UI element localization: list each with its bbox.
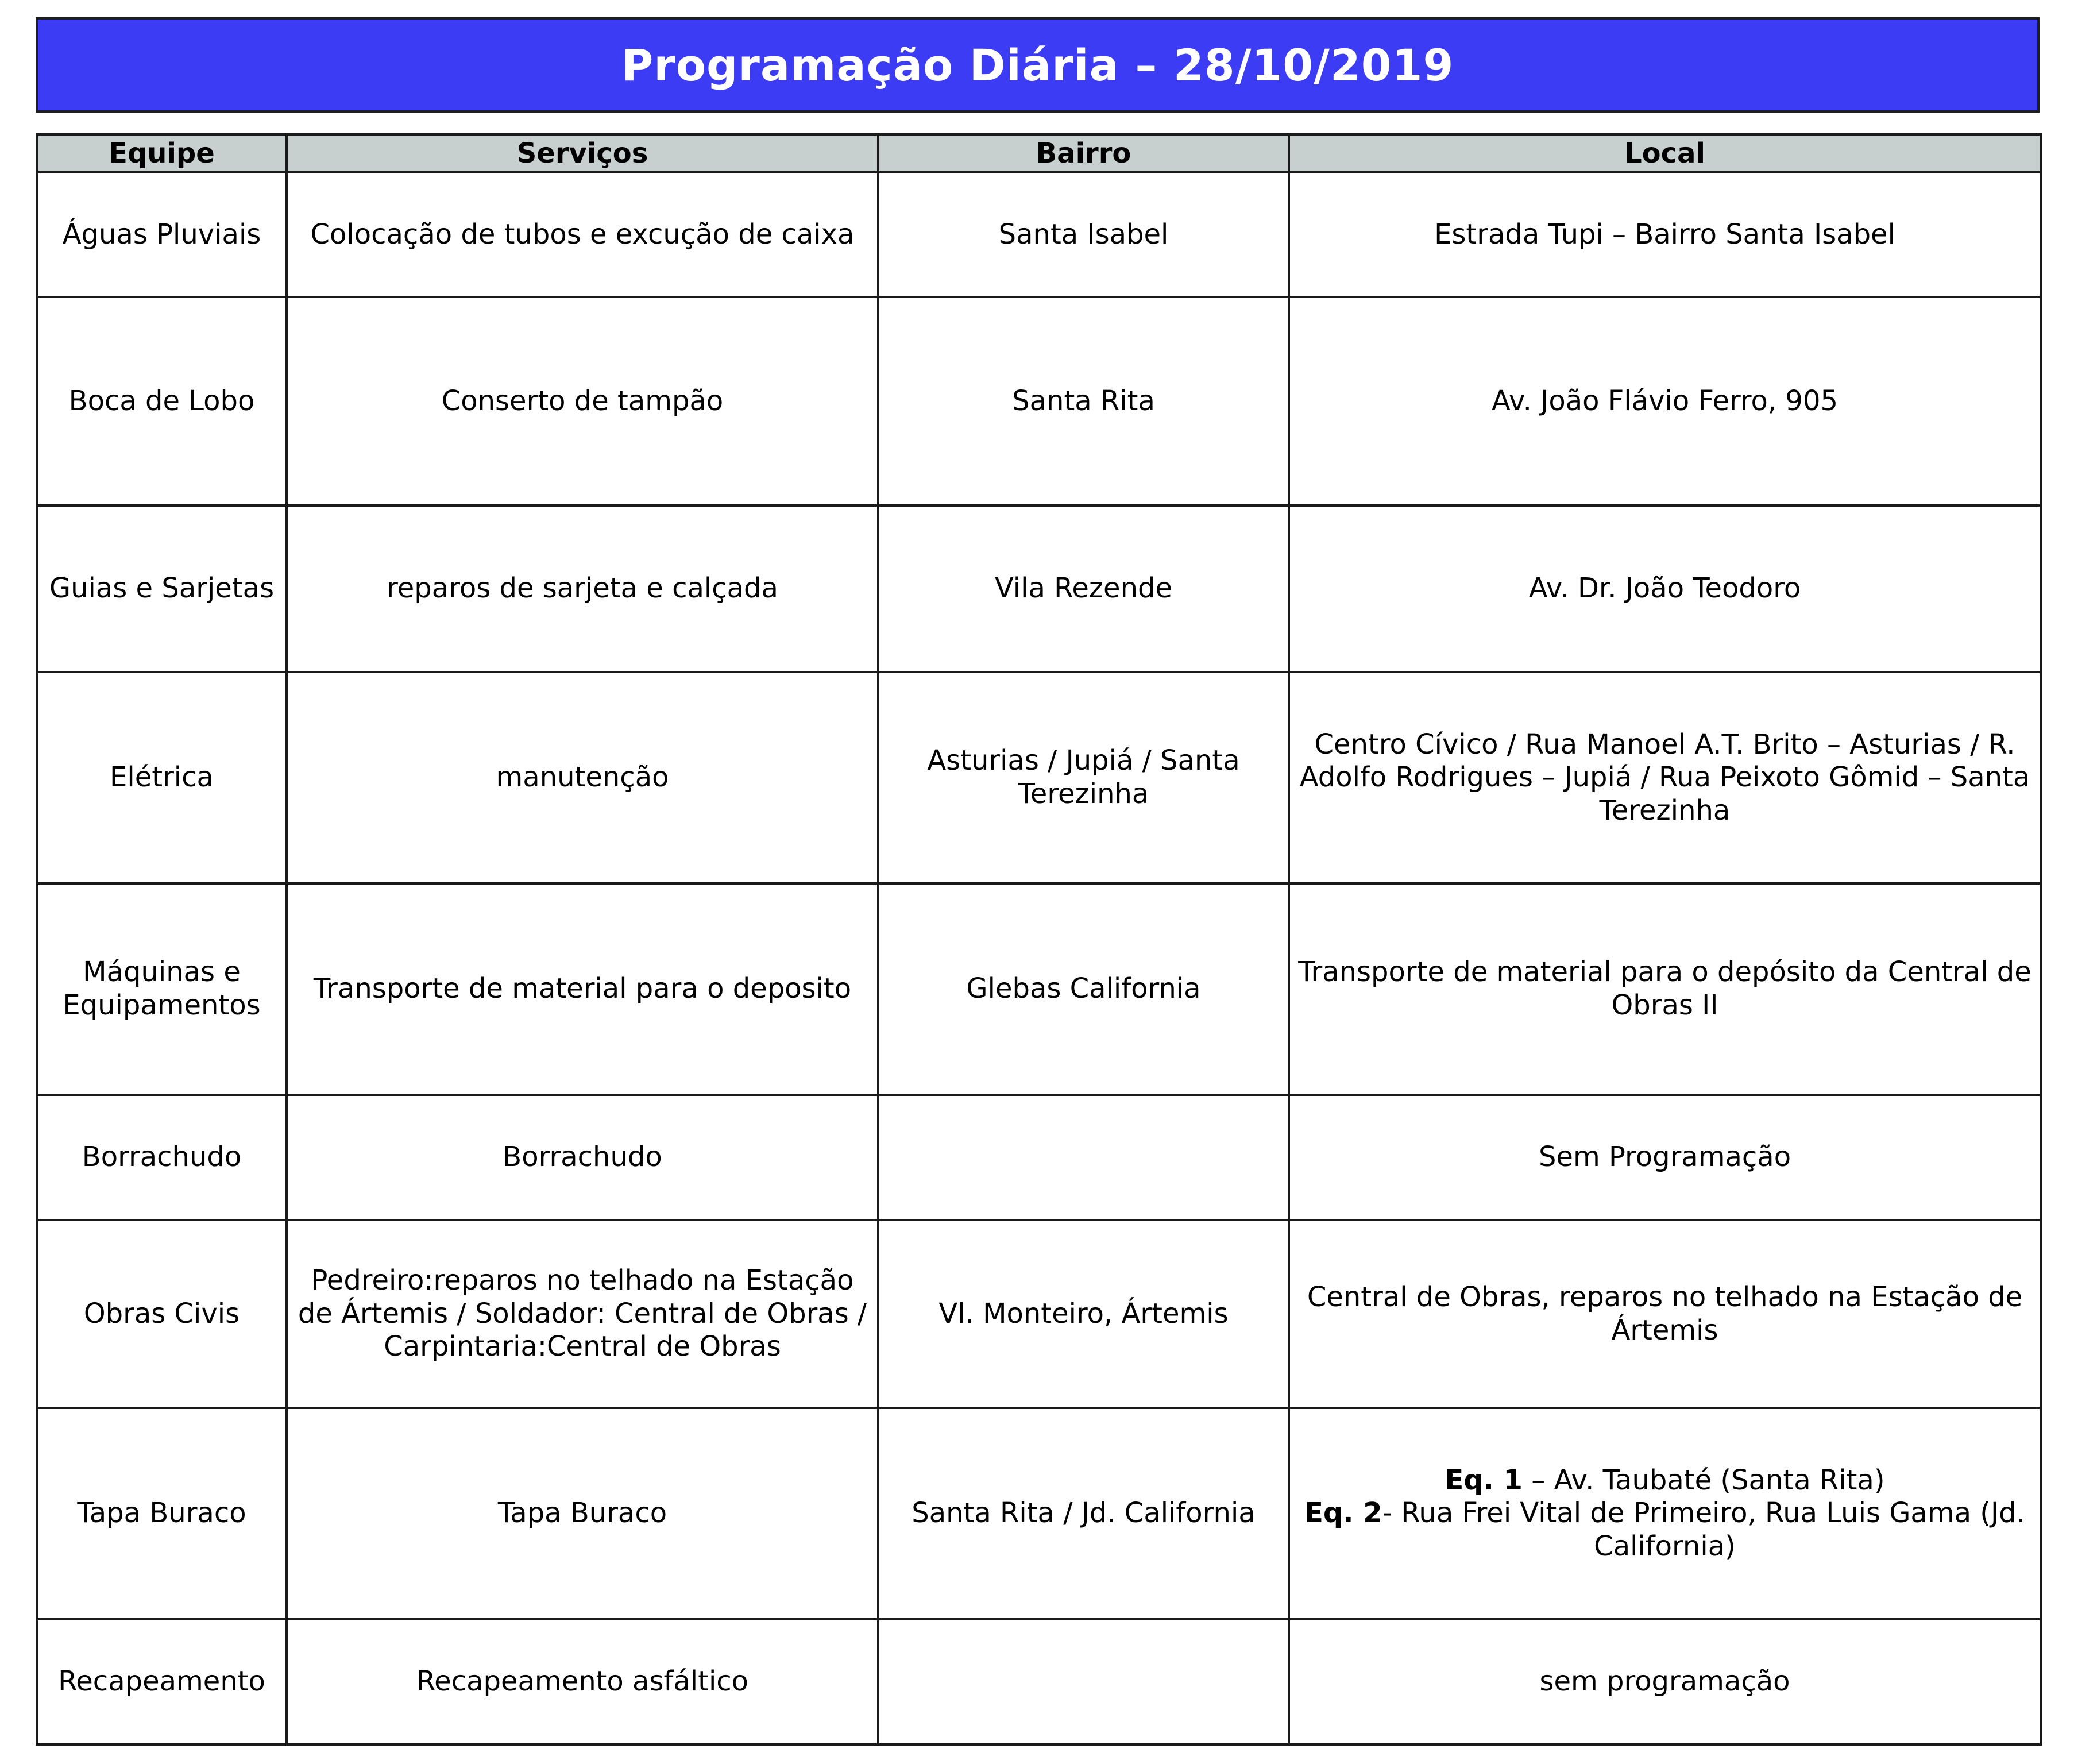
table-row [37, 297, 2041, 505]
header-row [37, 134, 2041, 172]
cell-bairro: Santa Rita [878, 297, 1289, 505]
cell-equipe: Águas Pluviais [37, 172, 287, 297]
cell-equipe: Obras Civis [37, 1220, 287, 1408]
header-local: Local [1289, 134, 2041, 172]
schedule-table [36, 133, 2042, 1746]
title-bar [36, 17, 2040, 113]
table-row [37, 505, 2041, 672]
table-row [37, 1095, 2041, 1220]
eq-text: - Rua Frei Vital de Primeiro, Rua Luis Gama (Jd. California) [1382, 1497, 2025, 1562]
header-equipe: Equipe [37, 134, 287, 172]
cell-local: Av. João Flávio Ferro, 905 [1289, 297, 2041, 505]
cell-local: Transporte de material para o depósito da Central de Obras II [1289, 883, 2041, 1095]
cell-bairro: Santa Isabel [878, 172, 1289, 297]
local-line-eq2 [1298, 1497, 2031, 1563]
header-servicos: Serviços [287, 134, 878, 172]
cell-bairro: Glebas California [878, 883, 1289, 1095]
cell-local [1289, 1408, 2041, 1619]
cell-local: Centro Cívico / Rua Manoel A.T. Brito – Asturias / R. Adolfo Rodrigues – Jupiá / Rua Peixoto Gômid – Santa Terezinha [1289, 672, 2041, 883]
cell-servicos: manutenção [287, 672, 878, 883]
table-row [37, 172, 2041, 297]
cell-servicos: Colocação de tubos e excução de caixa [287, 172, 878, 297]
cell-bairro: Vl. Monteiro, Ártemis [878, 1220, 1289, 1408]
cell-servicos: Borrachudo [287, 1095, 878, 1220]
cell-local: Sem Programação [1289, 1095, 2041, 1220]
table-row [37, 1619, 2041, 1744]
cell-bairro: Santa Rita / Jd. California [878, 1408, 1289, 1619]
cell-servicos: Pedreiro:reparos no telhado na Estação de Ártemis / Soldador: Central de Obras / Carpintaria:Central de Obras [287, 1220, 878, 1408]
cell-servicos: Recapeamento asfáltico [287, 1619, 878, 1744]
table-row [37, 1408, 2041, 1619]
cell-servicos: Conserto de tampão [287, 297, 878, 505]
local-line-eq1 [1298, 1464, 2031, 1497]
cell-local: sem programação [1289, 1619, 2041, 1744]
cell-servicos: Tapa Buraco [287, 1408, 878, 1619]
cell-bairro [878, 1095, 1289, 1220]
cell-bairro [878, 1619, 1289, 1744]
cell-equipe: Guias e Sarjetas [37, 505, 287, 672]
cell-local: Estrada Tupi – Bairro Santa Isabel [1289, 172, 2041, 297]
table-row [37, 883, 2041, 1095]
eq-text: – Av. Taubaté (Santa Rita) [1522, 1464, 1885, 1496]
cell-bairro: Vila Rezende [878, 505, 1289, 672]
cell-equipe: Máquinas e Equipamentos [37, 883, 287, 1095]
table-row [37, 672, 2041, 883]
cell-servicos: Transporte de material para o deposito [287, 883, 878, 1095]
cell-local: Central de Obras, reparos no telhado na Estação de Ártemis [1289, 1220, 2041, 1408]
eq-label: Eq. 1 [1445, 1464, 1523, 1496]
eq-label: Eq. 2 [1304, 1497, 1382, 1530]
cell-equipe: Tapa Buraco [37, 1408, 287, 1619]
cell-bairro: Asturias / Jupiá / Santa Terezinha [878, 672, 1289, 883]
header-bairro: Bairro [878, 134, 1289, 172]
cell-equipe: Recapeamento [37, 1619, 287, 1744]
cell-servicos: reparos de sarjeta e calçada [287, 505, 878, 672]
cell-equipe: Borrachudo [37, 1095, 287, 1220]
cell-equipe: Boca de Lobo [37, 297, 287, 505]
cell-equipe: Elétrica [37, 672, 287, 883]
cell-local: Av. Dr. João Teodoro [1289, 505, 2041, 672]
table-row [37, 1220, 2041, 1408]
page-title: Programação Diária – 28/10/2019 [621, 39, 1454, 91]
